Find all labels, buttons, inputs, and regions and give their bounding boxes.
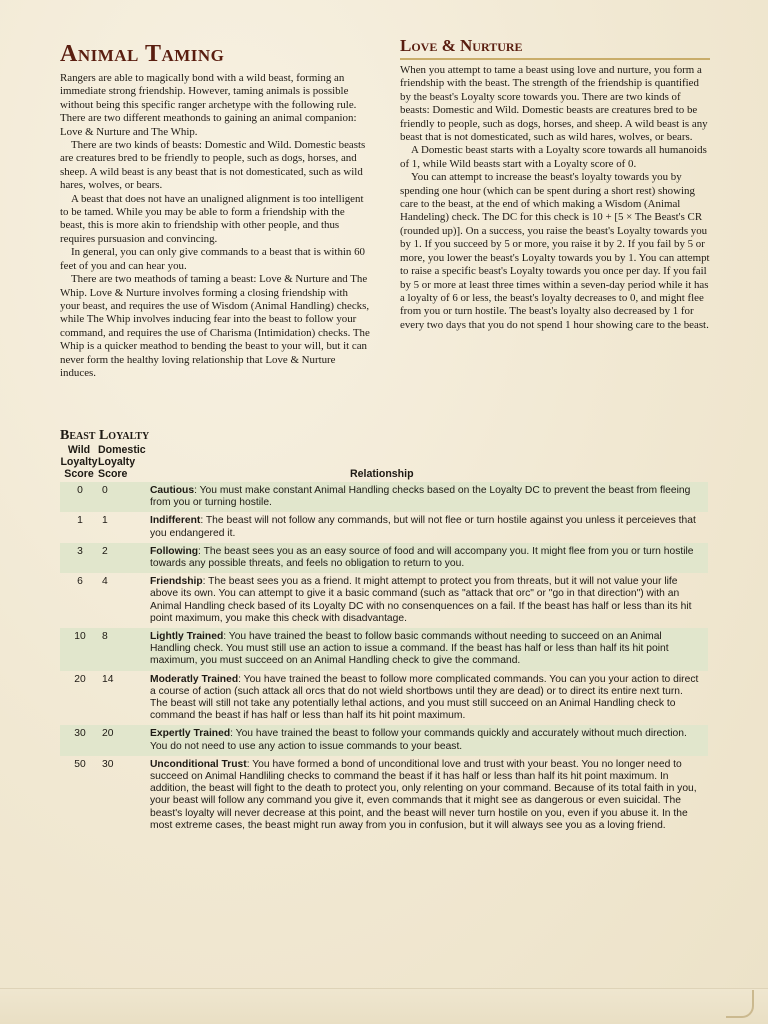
page-title: Animal Taming bbox=[60, 41, 225, 67]
relationship-label: Friendship bbox=[150, 576, 203, 588]
left-column bbox=[60, 40, 370, 380]
cell-wild: 6 bbox=[77, 576, 83, 588]
table-row bbox=[60, 573, 708, 628]
table-row bbox=[60, 756, 708, 835]
cell-domestic: 14 bbox=[102, 673, 114, 685]
paragraph: You can attempt to increase the beast's loyalty towards you by spending one hour (which can be spent during a short rest) showing care to the beast, at the end of which making a Wisdom (Animal Handeling) check. The DC for this check is 10 + [5 × The Beast's CR (rounded up)]. On a success, you raise the beast's Loyalty towards you by 1. If you succeed by 5 or more, you raise it by 2. If you fail by 5 or more, you lower the beast's Loyalty towards you by 1. You can attempt to raise a specific beast's Loyalty towards you once per day. If you fail by 5 or more at least three times within a seven-day period while it has a loyalty of 6 or less, the beast's loyalty decreases to 0, and might flee from you or turn hostile. The beast's loyalty also decreased by 1 for every two days that you do not spend 1 hour showing care to the beast. bbox=[400, 171, 710, 331]
relationship-label: Moderatly Trained bbox=[150, 673, 239, 685]
cell-domestic: 20 bbox=[98, 725, 150, 755]
beast-loyalty-table bbox=[60, 444, 708, 835]
cell-relationship bbox=[150, 628, 708, 671]
header-line: Wild bbox=[67, 444, 91, 456]
cell-domestic: 4 bbox=[102, 576, 108, 588]
relationship-text: : You must make constant Animal Handling checks based on the Loyalty DC to prevent the beast from fleeing from you or turning hostile. bbox=[150, 485, 691, 509]
table-header-row bbox=[60, 444, 708, 482]
cell-domestic: 1 bbox=[102, 515, 108, 527]
cell-relationship bbox=[150, 543, 708, 573]
cell-relationship bbox=[150, 573, 708, 628]
cell-relationship bbox=[150, 725, 708, 755]
page-footer bbox=[0, 988, 768, 1024]
relationship-text: : You have trained the beast to follow more complicated commands. You can you your action to direct a course of action (such attack all orcs that do not wield shortbows until they are dead) or to direct its entire next turn. The beast will still not take any potentially lethal actions, and you must still succeed on an Animal Handling check to command the beast if has half or less than half its hit point maximum. bbox=[150, 673, 699, 722]
relationship-label: Expertly Trained bbox=[150, 728, 231, 740]
table-row bbox=[60, 671, 708, 726]
cell-relationship bbox=[150, 756, 708, 835]
paragraph: In general, you can only give commands to a beast that is within 60 feet of you and can hear you. bbox=[60, 246, 365, 272]
cell-wild: 50 bbox=[74, 758, 86, 770]
header-domestic bbox=[98, 444, 150, 482]
relationship-text: : You have trained the beast to follow your commands quickly and accurately without much direction. You do not need to use any action to issue commands to your beast. bbox=[150, 728, 687, 752]
relationship-label: Indifferent bbox=[150, 515, 201, 527]
header-line: Loyalty bbox=[98, 456, 136, 468]
paragraph: When you attempt to tame a beast using love and nurture, you form a friendship with the beast. The strength of the friendship is quantified by the beast's Loyalty score towards you. There are two kinds of beasts: Domestic and Wild. Domestic beasts are creatures bred to be friendly to people, such as dogs, horses, and sheep. A wild beast is any beast that is not domesticated, such as wild hares, wolves, or bears. bbox=[400, 64, 708, 144]
relationship-text: : You have formed a bond of unconditional love and trust with your beast. You no longer need to succeed on Animal Handliling checks to command the beast if it has half or less than half its hit point maximum. In addition, the beast will fight to the death to protect you, only relenting on your command. Because of its total faith in you, your beast will follow any command you give it, even commands that it might see as dangerous or even suicidal. The beast's loyalty will never decrease at this point, and the beast will never turn hostile on you, even if you abuse it. In the most extreme cases, the beast might run away from you in confusion, but it will always see you as a loving friend. bbox=[150, 758, 697, 831]
section-title: Love & Nurture bbox=[400, 36, 710, 60]
cell-relationship bbox=[150, 482, 708, 512]
relationship-label: Lightly Trained bbox=[150, 631, 224, 643]
cell-relationship bbox=[150, 671, 708, 726]
relationship-label: Cautious bbox=[150, 485, 195, 496]
paragraph: There are two meathods of taming a beast: Love & Nurture and The Whip. Love & Nurture involves forming a closing friendship with your beast, and requires the use of Wisdom (Animal Handling) checks, while The Whip involves inducing fear into the beast to follow your command, and requires the use of Charisma (Intimidation) checks. The Whip is a quicker meathod to bending the beast to your will, but it can never form the healthy loving relationship that Love & Nurture induces. bbox=[60, 273, 370, 379]
cell-wild: 10 bbox=[60, 628, 98, 671]
header-wild bbox=[60, 444, 98, 482]
table-row bbox=[60, 512, 708, 542]
cell-wild: 20 bbox=[74, 673, 86, 685]
relationship-text: : The beast sees you as a friend. It might attempt to protect you from threats, but it will not value your life above its own. You can attempt to give it a basic command (such as "attack that orc" or "go in that direction") with an Animal Handling check based of its Loyalty DC with no consenquences on a fail. If the beast has half or less than its hit point maximum, you make this check with disadvantage. bbox=[150, 576, 692, 624]
cell-relationship bbox=[150, 512, 708, 542]
table-row bbox=[60, 628, 708, 671]
header-relationship: Relationship bbox=[350, 468, 414, 480]
paragraph: Rangers are able to magically bond with a wild beast, forming an immediate strong friendship. However, taming animals is possible without being this specific ranger archetype with the following rule. There are two different meathonds to gaining an animal companion: Love & Nurture and The Whip. bbox=[60, 72, 357, 138]
table-row bbox=[60, 482, 708, 512]
header-line: Score bbox=[64, 468, 94, 480]
paragraph: There are two kinds of beasts: Domestic and Wild. Domestic beasts are creatures bred to be friendly to people, such as dogs, horses, and sheep. A wild beast is any beast that is not domesticated, such as wild hares, wolves, or bears. bbox=[60, 139, 366, 192]
cell-wild: 1 bbox=[77, 515, 83, 527]
header-line: Loyalty bbox=[60, 456, 98, 468]
corner-ornament-icon bbox=[726, 990, 754, 1018]
cell-wild: 0 bbox=[60, 482, 98, 512]
relationship-text: : You have trained the beast to follow basic commands without needing to succeed on an Animal Handling check. You must still use an action to issue a command. If the beast has half or less than half its hit point maximum, you must succeed on an Animal Handling check to give the command. bbox=[150, 631, 669, 667]
cell-domestic: 8 bbox=[98, 628, 150, 671]
relationship-text: : The beast will not follow any commands, but will not flee or turn hostile against you unless it perceieves that you endangered it. bbox=[150, 515, 696, 539]
table-row bbox=[60, 725, 708, 755]
paragraph: A beast that does not have an unaligned alignment is too intelligent to be tamed. While you may be able to form a friendship with the beast, this is more akin to friendship with other people, and thus requires pursuasion and convincing. bbox=[60, 192, 364, 245]
beast-loyalty-table-section bbox=[60, 428, 720, 835]
relationship-label: Following bbox=[150, 545, 199, 557]
cell-domestic: 0 bbox=[98, 482, 150, 512]
relationship-label: Unconditional Trust bbox=[150, 758, 247, 770]
cell-wild: 3 bbox=[60, 543, 98, 573]
header-line: Score bbox=[98, 468, 128, 480]
table-title: Beast Loyalty bbox=[60, 428, 150, 443]
table-row bbox=[60, 543, 708, 573]
cell-domestic: 2 bbox=[98, 543, 150, 573]
header-line: Domestic bbox=[98, 444, 146, 456]
relationship-text: : The beast sees you as an easy source of food and will accompany you. It might flee from you or turn hostile towards any possible threats, and feels no obligation to return to you. bbox=[150, 545, 694, 570]
paragraph: A Domestic beast starts with a Loyalty score towards all humanoids of 1, while Wild beasts start with a Loyalty score of 0. bbox=[400, 144, 707, 170]
cell-domestic: 30 bbox=[102, 758, 114, 770]
cell-wild: 30 bbox=[60, 725, 98, 755]
right-column bbox=[400, 36, 710, 332]
